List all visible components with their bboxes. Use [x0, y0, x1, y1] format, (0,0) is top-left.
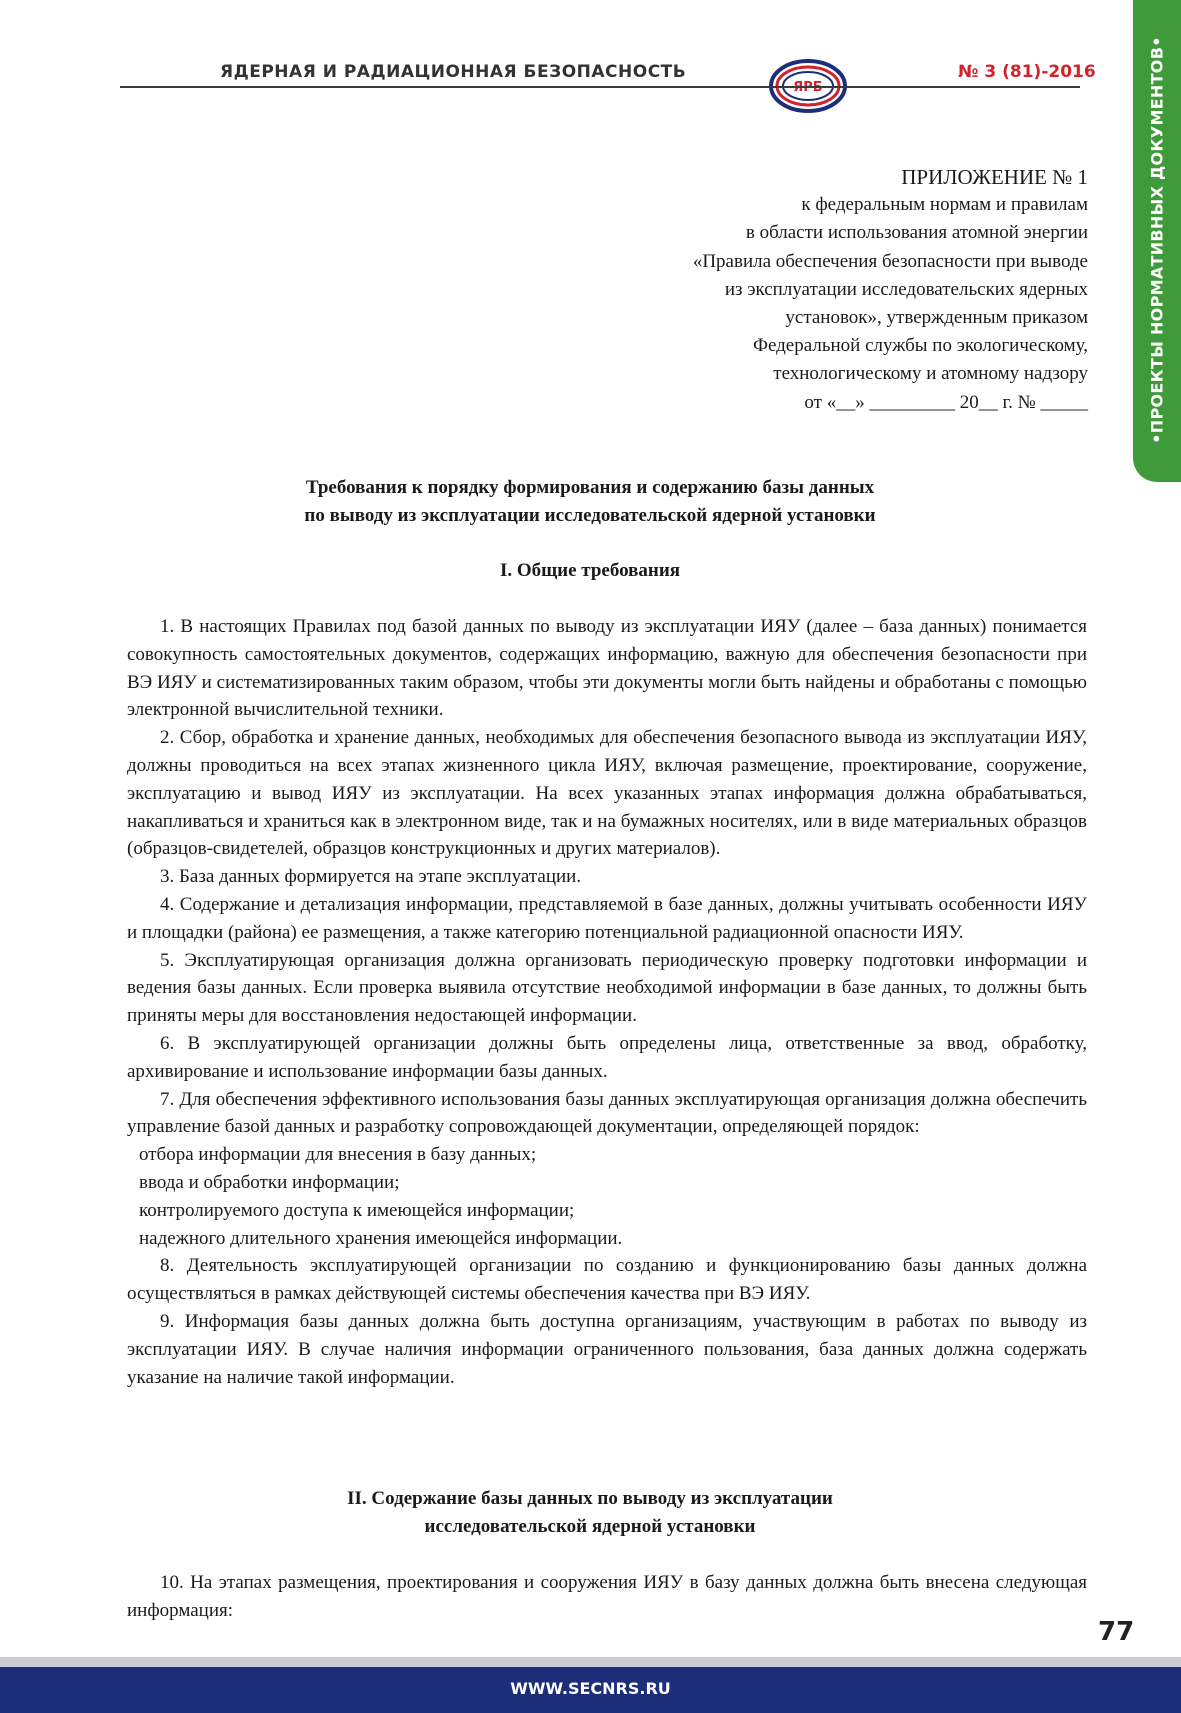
appendix-block	[488, 163, 1088, 417]
document-title-line: по выводу из эксплуатации исследовательской ядерной установки	[304, 505, 876, 526]
appendix-line: из эксплуатации исследовательских ядерных	[724, 278, 1088, 300]
header-divider	[120, 86, 1080, 88]
list-item: ввода и обработки информации;	[139, 1171, 400, 1193]
appendix-line: в области использования атомной энергии	[745, 222, 1088, 244]
paragraph: 5. Эксплуатирующая организация должна организовать периодическую проверку подготовки информации и ведения базы данных. Если проверка выявила отсутствие необходимой информации в базе данных, то должны быть приняты меры для восстановления недостающей информации.	[127, 949, 1087, 1027]
footer-url: WWW.SECNRS.RU	[510, 1679, 671, 1698]
appendix-line: установок», утвержденным приказом	[785, 307, 1088, 329]
list-item: контролируемого доступа к имеющейся информации;	[139, 1199, 575, 1221]
appendix-line: от «__» _________ 20__ г. № _____	[804, 391, 1088, 413]
paragraph: 8. Деятельность эксплуатирующей организации по созданию и функционированию базы данных должна осуществляться в рамках действующей системы обеспечения качества при ВЭ ИЯУ.	[127, 1255, 1087, 1305]
paragraph: 3. База данных формируется на этапе эксплуатации.	[160, 866, 582, 888]
paragraph: 9. Информация базы данных должна быть доступна организациям, участвующим в работах по выводу из эксплуатации ИЯУ. В случае наличия информации ограниченного пользования, база данных должна содержать указание на наличие такой информации.	[127, 1310, 1087, 1388]
appendix-line: технологическому и атомному надзору	[773, 363, 1088, 385]
list-item: отбора информации для внесения в базу данных;	[139, 1144, 537, 1166]
section-heading-text: I. Общие требования	[499, 560, 681, 581]
section-side-tab-label: •ПРОЕКТЫ НОРМАТИВНЫХ ДОКУМЕНТОВ•	[1147, 36, 1167, 444]
section-heading-text: II. Содержание базы данных по выводу из эксплуатации	[347, 1488, 833, 1509]
paragraph: 6. В эксплуатирующей организации должны быть определены лица, ответственные за ввод, обработку, архивирование и использование информации базы данных.	[127, 1032, 1087, 1082]
section-heading-text: исследовательской ядерной установки	[424, 1516, 756, 1537]
section-heading	[140, 1485, 1040, 1541]
appendix-line: ПРИЛОЖЕНИЕ № 1	[901, 165, 1088, 189]
appendix-line: к федеральным нормам и правилам	[801, 194, 1088, 216]
paragraph: 10. На этапах размещения, проектирования и сооружения ИЯУ в базу данных должна быть внесена следующая информация:	[127, 1572, 1087, 1621]
document-title-line: Требования к порядку формирования и содержанию базы данных	[305, 477, 875, 498]
page-number: 77	[1098, 1617, 1135, 1647]
issue-number: № 3 (81)-2016	[958, 62, 1096, 82]
footer-divider	[0, 1657, 1181, 1667]
document-title	[140, 474, 1040, 530]
section-body	[127, 613, 1087, 1391]
paragraph: 7. Для обеспечения эффективного использования базы данных эксплуатирующая организация должна обеспечить управление базой данных и разработку сопровождающей документации, определяющей порядок:	[127, 1088, 1087, 1138]
paragraph: 4. Содержание и детализация информации, представляемой в базе данных, должны учитывать особенности ИЯУ и площадки (района) ее размещения, а также категорию потенциальной радиационной опасности ИЯУ.	[127, 893, 1087, 943]
paragraph: 1. В настоящих Правилах под базой данных по выводу из эксплуатации ИЯУ (далее – база данных) понимается совокупность самостоятельных документов, содержащих информацию, важную для обеспечения безопасности при ВЭ ИЯУ и систематизированных таким образом, чтобы эти документы могли быть найдены и обработаны с помощью электронной вычислительной техники.	[127, 616, 1087, 721]
section-heading	[140, 557, 1040, 585]
paragraph: 2. Сбор, обработка и хранение данных, необходимых для обеспечения безопасного вывода из эксплуатации ИЯУ, должны проводиться на всех этапах жизненного цикла ИЯУ, включая размещение, проектирование, сооружение, эксплуатацию и вывод ИЯУ из эксплуатации. На всех указанных этапах информация должна обрабатываться, накапливаться и храниться как в электронном виде, так и на бумажных носителях, или в виде материальных образцов (образцов-свидетелей, образцов конструкционных и других материалов).	[127, 727, 1087, 860]
appendix-line: Федеральной службы по экологическому,	[752, 335, 1088, 357]
list-item: надежного длительного хранения имеющейся информации.	[139, 1227, 623, 1249]
journal-title: ЯДЕРНАЯ И РАДИАЦИОННАЯ БЕЗОПАСНОСТЬ	[220, 62, 687, 82]
appendix-line: «Правила обеспечения безопасности при выводе	[692, 250, 1088, 272]
section-body	[127, 1569, 1087, 1625]
page-header	[0, 0, 1181, 120]
